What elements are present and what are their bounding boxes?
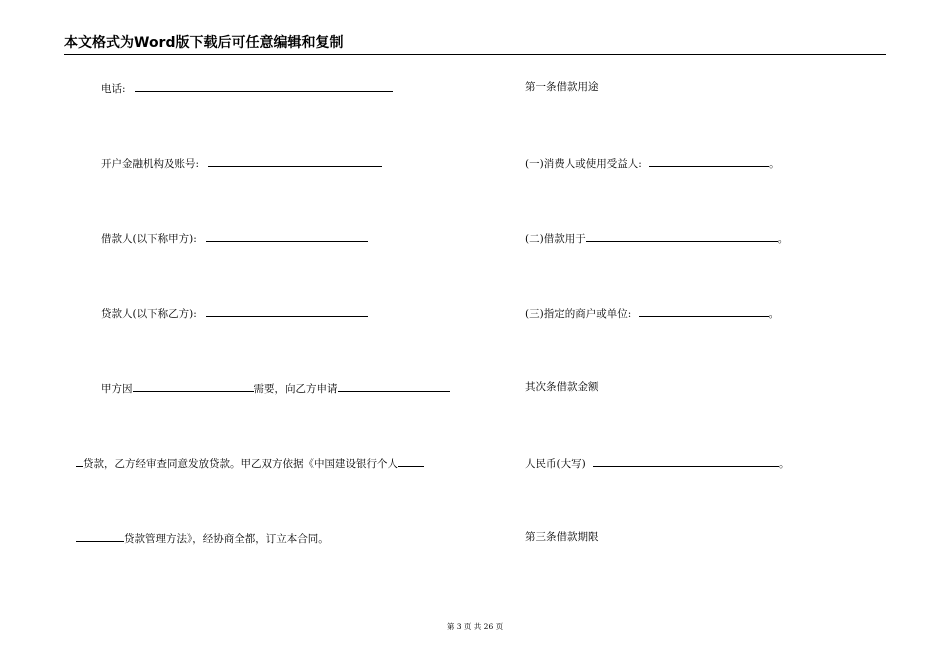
- bank-account-blank: [208, 155, 382, 167]
- consumer-period: 。: [769, 158, 780, 170]
- loan-purpose-period: 。: [777, 233, 789, 245]
- bank-account-line: [101, 155, 382, 171]
- amount-label: 人民币(大写): [525, 458, 586, 470]
- phone-line: [101, 80, 393, 96]
- merchant-label: (三)指定的商户或单位:: [525, 308, 632, 320]
- borrower-line: [101, 230, 368, 246]
- lender-line: [101, 305, 368, 321]
- merchant-period: 。: [768, 308, 780, 320]
- para-2: [76, 455, 424, 471]
- loan-type-blank: [338, 380, 450, 392]
- loan-purpose-label: (二)借款用于: [525, 233, 586, 245]
- lender-blank: [206, 305, 368, 317]
- article-3-heading: [525, 530, 599, 544]
- phone-label: 电话:: [101, 83, 126, 95]
- consumer-blank: [649, 155, 769, 167]
- article-1-title: 第一条借款用途: [525, 81, 599, 93]
- consumer-label: (一)消费人或使用受益人:: [525, 158, 642, 170]
- amount-line: [525, 455, 790, 471]
- consumer-line: [525, 155, 780, 171]
- para-3: [76, 530, 329, 546]
- article-1-heading: [525, 80, 599, 94]
- article-3-title: 第三条借款期限: [525, 531, 599, 543]
- page-footer: [0, 622, 950, 632]
- borrower-label: 借款人(以下称甲方):: [101, 233, 197, 245]
- bank-account-label: 开户金融机构及账号:: [101, 158, 200, 170]
- page-number: 第 3 页 共 26 页: [446, 622, 504, 631]
- amount-period: 。: [779, 458, 790, 470]
- para-3-lead-blank: [76, 530, 124, 542]
- merchant-line: [525, 305, 779, 321]
- reason-blank: [133, 380, 254, 392]
- header-title: 本文格式为Word版下载后可任意编辑和复制: [64, 35, 344, 51]
- para-2-lead-blank: [76, 455, 83, 467]
- loan-purpose-blank: [586, 230, 778, 242]
- borrower-blank: [206, 230, 368, 242]
- loan-purpose-line: [525, 230, 788, 246]
- para-1-middle: 需要，向乙方申请: [253, 383, 338, 395]
- page-header: [64, 34, 886, 55]
- lender-label: 贷款人(以下称乙方):: [101, 308, 197, 320]
- article-2-heading: [525, 380, 599, 394]
- phone-blank: [135, 80, 393, 92]
- para-2-text: 贷款，乙方经审查同意发放贷款。甲乙双方依据《中国建设银行个人: [83, 458, 398, 470]
- amount-blank: [593, 455, 779, 467]
- para-1-start: 甲方因: [101, 383, 133, 395]
- para-2-tail-blank: [398, 455, 424, 467]
- para-3-text: 贷款管理方法》，经协商全都，订立本合同。: [124, 533, 329, 545]
- para-1: [101, 380, 450, 396]
- merchant-blank: [639, 305, 769, 317]
- article-2-title: 其次条借款金额: [525, 381, 599, 393]
